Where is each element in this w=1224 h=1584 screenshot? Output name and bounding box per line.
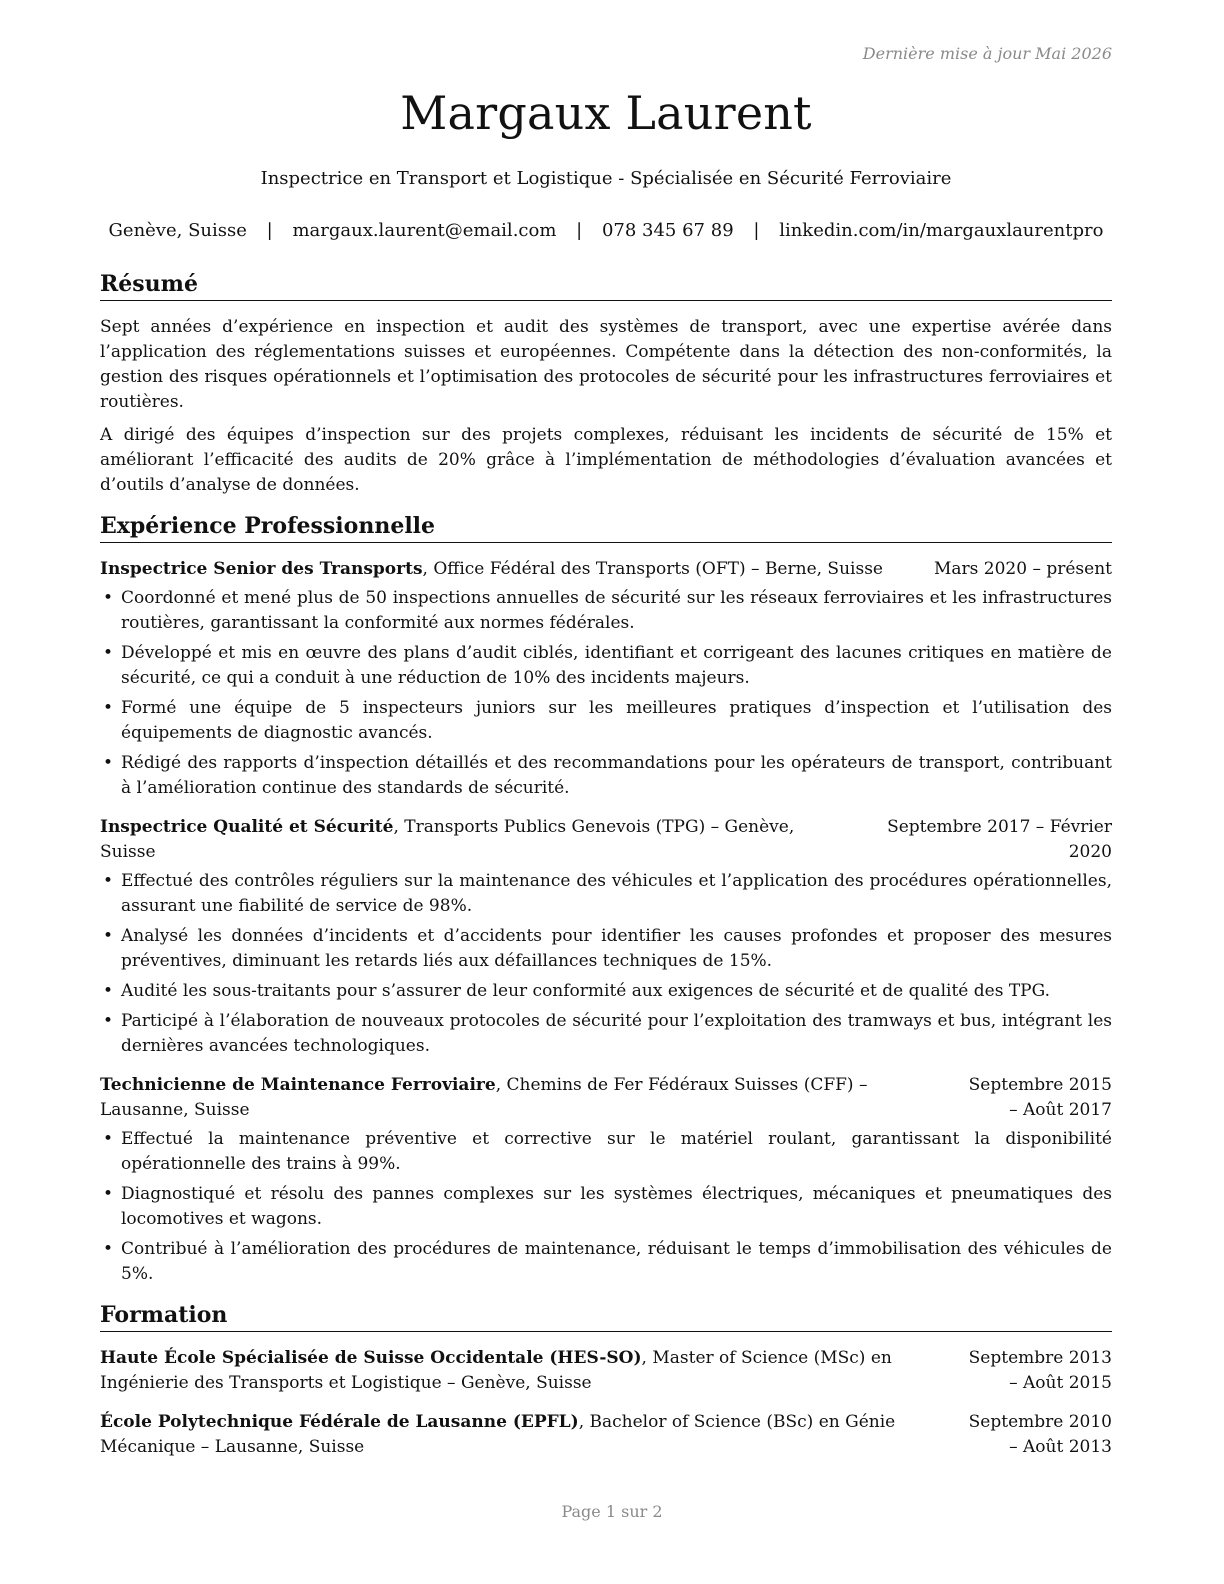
job-role: Technicienne de Maintenance Ferroviaire	[100, 1075, 496, 1095]
summary-section	[100, 270, 1112, 498]
education-header	[100, 1346, 1112, 1396]
job-bullet: • Formé une équipe de 5 inspecteurs juniors sur les meilleures pratiques d’inspection et l’utilisation des équipements de diagnostic avancés.	[100, 696, 1112, 746]
job-title-line	[100, 1073, 962, 1123]
resume-content	[100, 270, 1112, 1474]
last-updated: Dernière mise à jour Mai 2026	[862, 44, 1112, 63]
job-bullet: • Effectué la maintenance préventive et corrective sur le matériel roulant, garantissant la disponibilité opérationnelle des trains à 99%.	[100, 1127, 1112, 1177]
education-title-line	[100, 1410, 962, 1460]
job-entry	[100, 557, 1112, 801]
education-dates: Septembre 2013 – Août 2015	[968, 1348, 1112, 1393]
job-bullet: • Développé et mis en œuvre des plans d’audit ciblés, identifiant et corrigeant des lacunes critiques en matière de sécurité, ce qui a conduit à une réduction de 10% des incidents majeurs.	[100, 641, 1112, 691]
job-header	[100, 815, 1112, 865]
contact-location: Genève, Suisse	[108, 220, 247, 241]
job-role: Inspectrice Senior des Transports	[100, 559, 423, 579]
section-title-experience: Expérience Professionnelle	[100, 512, 1112, 543]
contact-phone[interactable]: 078 345 67 89	[601, 220, 734, 241]
contact-separator: |	[576, 220, 583, 241]
education-degree: , Bachelor of Science (BSc) en Génie Mécanique – Lausanne, Suisse	[100, 1412, 896, 1457]
education-entry	[100, 1410, 1112, 1460]
job-dates: Septembre 2017 – Février 2020	[887, 817, 1112, 862]
page-number: Page 1 sur 2	[561, 1502, 663, 1521]
job-title-line	[100, 815, 872, 865]
job-dates: Septembre 2015 – Août 2017	[968, 1075, 1112, 1120]
job-organization: , Transports Publics Genevois (TPG) – Genève, Suisse	[100, 817, 795, 862]
contact-line	[100, 220, 1112, 241]
job-bullet: • Analysé les données d’incidents et d’accidents pour identifier les causes profondes et proposer des mesures préventives, diminuant les retards liés aux défaillances techniques de 15%.	[100, 924, 1112, 974]
job-bullets	[100, 586, 1112, 801]
section-title-summary: Résumé	[100, 270, 1112, 301]
education-dates: Septembre 2010 – Août 2013	[968, 1412, 1112, 1457]
job-header	[100, 1073, 1112, 1123]
job-bullet: • Coordonné et mené plus de 50 inspections annuelles de sécurité sur les réseaux ferroviaires et les infrastructures routières, garantissant la conformité aux normes fédérales.	[100, 586, 1112, 636]
job-bullet: • Diagnostiqué et résolu des pannes complexes sur les systèmes électriques, mécaniques et pneumatiques des locomotives et wagons.	[100, 1182, 1112, 1232]
education-section	[100, 1301, 1112, 1460]
experience-section	[100, 512, 1112, 1287]
contact-linkedin-link[interactable]: linkedin.com/in/margauxlaurentpro	[779, 220, 1104, 241]
summary-paragraph: A dirigé des équipes d’inspection sur des projets complexes, réduisant les incidents de sécurité de 15% et améliorant l’efficacité des audits de 20% grâce à l’implémentation de méthodologies d’évaluation avancées et d’outils d’analyse de données.	[100, 425, 1112, 495]
job-header	[100, 557, 1112, 582]
contact-separator: |	[753, 220, 760, 241]
job-organization: , Chemins de Fer Fédéraux Suisses (CFF) – Lausanne, Suisse	[100, 1075, 868, 1120]
job-bullet: • Participé à l’élaboration de nouveaux protocoles de sécurité pour l’exploitation des tramways et bus, intégrant les dernières avancées technologiques.	[100, 1009, 1112, 1059]
education-header	[100, 1410, 1112, 1460]
education-degree: , Master of Science (MSc) en Ingénierie des Transports et Logistique – Genève, Suisse	[100, 1348, 892, 1393]
job-entry	[100, 1073, 1112, 1287]
contact-email-link[interactable]: margaux.laurent@email.com	[292, 220, 557, 241]
candidate-headline: Inspectrice en Transport et Logistique - Spécialisée en Sécurité Ferroviaire	[260, 168, 952, 189]
education-school: Haute École Spécialisée de Suisse Occidentale (HES-SO)	[100, 1348, 642, 1368]
job-role: Inspectrice Qualité et Sécurité	[100, 817, 394, 837]
job-title-line	[100, 557, 934, 582]
section-title-education: Formation	[100, 1301, 1112, 1332]
education-entry	[100, 1346, 1112, 1396]
candidate-name: Margaux Laurent	[400, 86, 812, 140]
contact-separator: |	[266, 220, 273, 241]
education-title-line	[100, 1346, 962, 1396]
job-bullet: • Audité les sous-traitants pour s’assurer de leur conformité aux exigences de sécurité et de qualité des TPG.	[100, 979, 1112, 1004]
job-bullet: • Contribué à l’amélioration des procédures de maintenance, réduisant le temps d’immobilisation des véhicules de 5%.	[100, 1237, 1112, 1287]
job-bullet: • Effectué des contrôles réguliers sur la maintenance des véhicules et l’application des procédures opérationnelles, assurant une fiabilité de service de 98%.	[100, 869, 1112, 919]
summary-paragraph: Sept années d’expérience en inspection et audit des systèmes de transport, avec une expertise avérée dans l’application des réglementations suisses et européennes. Compétente dans la détection des non-conformités, la gestion des risques opérationnels et l’optimisation des protocoles de sécurité pour les infrastructures ferroviaires et routières.	[100, 317, 1112, 412]
job-entry	[100, 815, 1112, 1059]
job-organization: , Office Fédéral des Transports (OFT) – Berne, Suisse	[422, 559, 883, 579]
job-bullets	[100, 869, 1112, 1059]
education-school: École Polytechnique Fédérale de Lausanne (EPFL)	[100, 1412, 579, 1432]
job-bullet: • Rédigé des rapports d’inspection détaillés et des recommandations pour les opérateurs de transport, contribuant à l’amélioration continue des standards de sécurité.	[100, 751, 1112, 801]
job-dates: Mars 2020 – présent	[933, 559, 1112, 579]
job-bullets	[100, 1127, 1112, 1287]
